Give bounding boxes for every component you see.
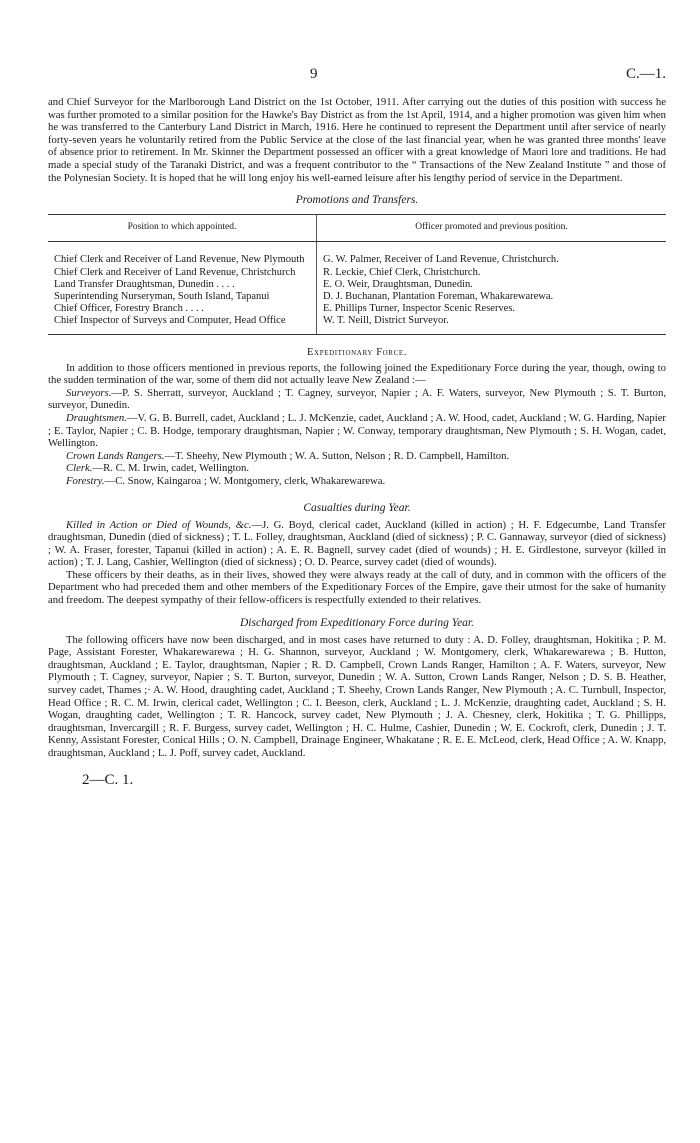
document-page	[48, 0, 666, 789]
position-cell: Chief Officer, Forestry Branch . . . .	[54, 303, 204, 315]
expeditionary-group	[48, 462, 666, 475]
discharged-paragraph: The following officers have now been discharged, and in most cases have returned to duty : A. D. Folley, draughtsman, Hokitika ; P. M. Page, Assistant Forester, Whakarewarewa ; H. G. Shannon, surveyor, Auckland ; W. Montgomery, clerk, Whakarewarewa ; B. Hutton, draughtsman, Auckland ; E. Taylor, draughtsman, Napier ; R. D. Campbell, Crown Lands Ranger, Hamilton ; A. F. Waters, surveyor, New Plymouth ; T. Cagney, surveyor, Napier ; S. T. Burton, surveyor, Dunedin ; W. A. Sutton, Crown Lands Ranger, Nelson ; D. S. B. Heather, survey cadet, Thames ;· A. W. Hood, draughting cadet, Auckland ; T. Sheehy, Crown Lands Ranger, New Plymouth ; A. C. Turnbull, Inspector, Head Office ; R. C. M. Irwin, clerical cadet, Wellington ; C. I. Beeson, clerk, Auckland ; L. J. McKenzie, draughting cadet, Auckland ; S. H. Wogan, draughting cadet, Wellington ; T. R. Hancock, survey cadet, New Plymouth ; J. A. Chesney, clerk, Hokitika ; T. G. Phillipps, draughtsman, Invercargill ; R. F. Burgess, survey cadet, Wellington ; H. C. Hulme, Cashier, Dunedin ; W. E. Cockroft, clerk, Dunedin ; J. T. Kenny, Assistant Forester, Conical Hills ; O. N. Campbell, Drainage Engineer, Whakatane ; R. E. E. McLeod, clerk, Head Office ; A. W. Knapp, draughtsman, Auckland ; L. J. Poff, survey cadet, Auckland.	[48, 633, 666, 760]
expeditionary-group	[48, 475, 666, 488]
position-cell: Land Transfer Draughtsman, Dunedin . . . .	[54, 278, 235, 290]
report-reference: C.—1.	[625, 66, 666, 82]
casualties-paragraph	[48, 519, 666, 569]
page-number: 9	[310, 66, 318, 82]
page-header	[48, 66, 666, 96]
group-label: Surveyors.	[66, 386, 112, 399]
table-row	[48, 279, 666, 291]
col-header-position: Position to which appointed.	[48, 215, 317, 242]
table-row	[48, 315, 666, 334]
position-cell: Chief Inspector of Surveys and Computer, Head Office	[54, 315, 286, 327]
expeditionary-group	[48, 412, 666, 450]
group-text: —T. Sheehy, New Plymouth ; W. A. Sutton, Nelson ; R. D. Campbell, Hamilton.	[164, 449, 510, 462]
group-text: —V. G. B. Burrell, cadet, Auckland ; L. J. McKenzie, cadet, Auckland ; A. W. Hood, cadet, Auckland ; W. G. Harding, Napier ; E. Taylor, Napier ; C. B. Hodge, temporary draughtsman, Napier ; W. Conway, temporary draughtsman, New Plymouth ; S. H. Wogan, cadet, Wellington.	[48, 411, 666, 450]
group-label: Forestry.	[66, 474, 105, 487]
col-header-officer: Officer promoted and previous position.	[317, 215, 667, 242]
footer-signature: 2—C. 1.	[82, 771, 134, 788]
officer-cell: E. Phillips Turner, Inspector Scenic Reserves.	[323, 303, 516, 315]
officer-cell: D. J. Buchanan, Plantation Foreman, Whakarewarewa.	[323, 290, 554, 302]
officer-cell: W. T. Neill, District Surveyor.	[323, 315, 449, 327]
intro-paragraph: and Chief Surveyor for the Marlborough Land District on the 1st October, 1911. After carrying out the duties of this position with success he was further promoted to a similar position for the Hawke's Bay District as from the 1st April, 1914, and a higher promotion was given him when he was transferred to the Canterbury Land District in March, 1916. Here he continued to represent the Department until after service of nearly forty-seven years he voluntarily retired from the Public Service at the close of the last financial year, when he was granted three months' leave of absence prior to retirement. In Mr. Skinner the Department possessed an officer with a great knowledge of Maori lore and traditions. He had made a special study of the Taranaki District, and was a frequent contributor to the “ Transactions of the New Zealand Institute ” and those of the Polynesian Society. It is hoped that he will long enjoy his well-earned leisure after his lengthy period of service in the Department.	[48, 96, 666, 184]
promotions-title: Promotions and Transfers.	[295, 194, 419, 207]
casualties-label: Killed in Action or Died of Wounds, &c.	[66, 518, 252, 531]
group-text: —C. Snow, Kaingaroa ; W. Montgomery, clerk, Whakarewarewa.	[104, 474, 386, 487]
officer-cell: G. W. Palmer, Receiver of Land Revenue, Christchurch.	[323, 254, 559, 266]
position-cell: Chief Clerk and Receiver of Land Revenue, New Plymouth	[54, 254, 305, 266]
casualties-text: —J. G. Boyd, clerical cadet, Auckland (killed in action) ; H. F. Edgecumbe, Land Transfer draughtsman, Dunedin (died of sickness) ; T. L. Folley, draughtsman, Auckland (died of sickness) ; P. C. Gannaway, surveyor (died of sickness) ; W. A. Fraser, forester, Tapanui (killed in action) ; A. E. R. Bagnell, survey cadet (died of wounds) ; H. E. Girdlestone, surveyor (killed in action) ; T. J. Lang, Cashier, Wellington (died of sickness) ; O. D. Pearce, survey cadet (died of wounds).	[48, 518, 666, 569]
group-text: —R. C. M. Irwin, cadet, Wellington.	[92, 462, 249, 475]
discharged-heading: Discharged from Expeditionary Force during Year.	[239, 616, 475, 629]
officer-cell: R. Leckie, Chief Clerk, Christchurch.	[323, 266, 481, 278]
group-label: Clerk.	[66, 462, 93, 475]
group-label: Draughtsmen.	[66, 411, 127, 424]
position-cell: Chief Clerk and Receiver of Land Revenue, Christchurch	[54, 266, 296, 278]
expeditionary-group	[48, 450, 666, 463]
group-label: Crown Lands Rangers.	[66, 449, 165, 462]
table-row	[48, 291, 666, 303]
promotions-table	[48, 214, 666, 334]
tribute-paragraph: These officers by their deaths, as in their lives, showed they were always ready at the call of duty, and in common with the officers of the Department who had preceded them and other members of the Expeditionary Forces of the Empire, gave their utmost for the sake of humanity and freedom. The deepest sympathy of their fellow-officers is respectfully extended to their relatives.	[48, 568, 666, 607]
officer-cell: E. O. Weir, Draughtsman, Dunedin.	[323, 278, 473, 290]
table-row	[48, 242, 666, 267]
expeditionary-intro: In addition to those officers mentioned in previous reports, the following joined the Expeditionary Force during the year, though, owing to the sudden termination of the war, some of them did not actually leave New Zealand :—	[48, 361, 666, 387]
table-row	[48, 267, 666, 279]
expeditionary-group	[48, 387, 666, 412]
table-row	[48, 303, 666, 315]
expeditionary-heading: Expeditionary Force.	[307, 346, 407, 358]
group-text: —P. S. Sherratt, surveyor, Auckland ; T. Cagney, surveyor, Napier ; A. F. Waters, surveyor, New Plymouth ; S. T. Burton, surveyor, Dunedin.	[48, 386, 666, 412]
position-cell: Superintending Nurseryman, South Island, Tapanui	[54, 290, 270, 302]
casualties-heading: Casualties during Year.	[303, 501, 411, 514]
